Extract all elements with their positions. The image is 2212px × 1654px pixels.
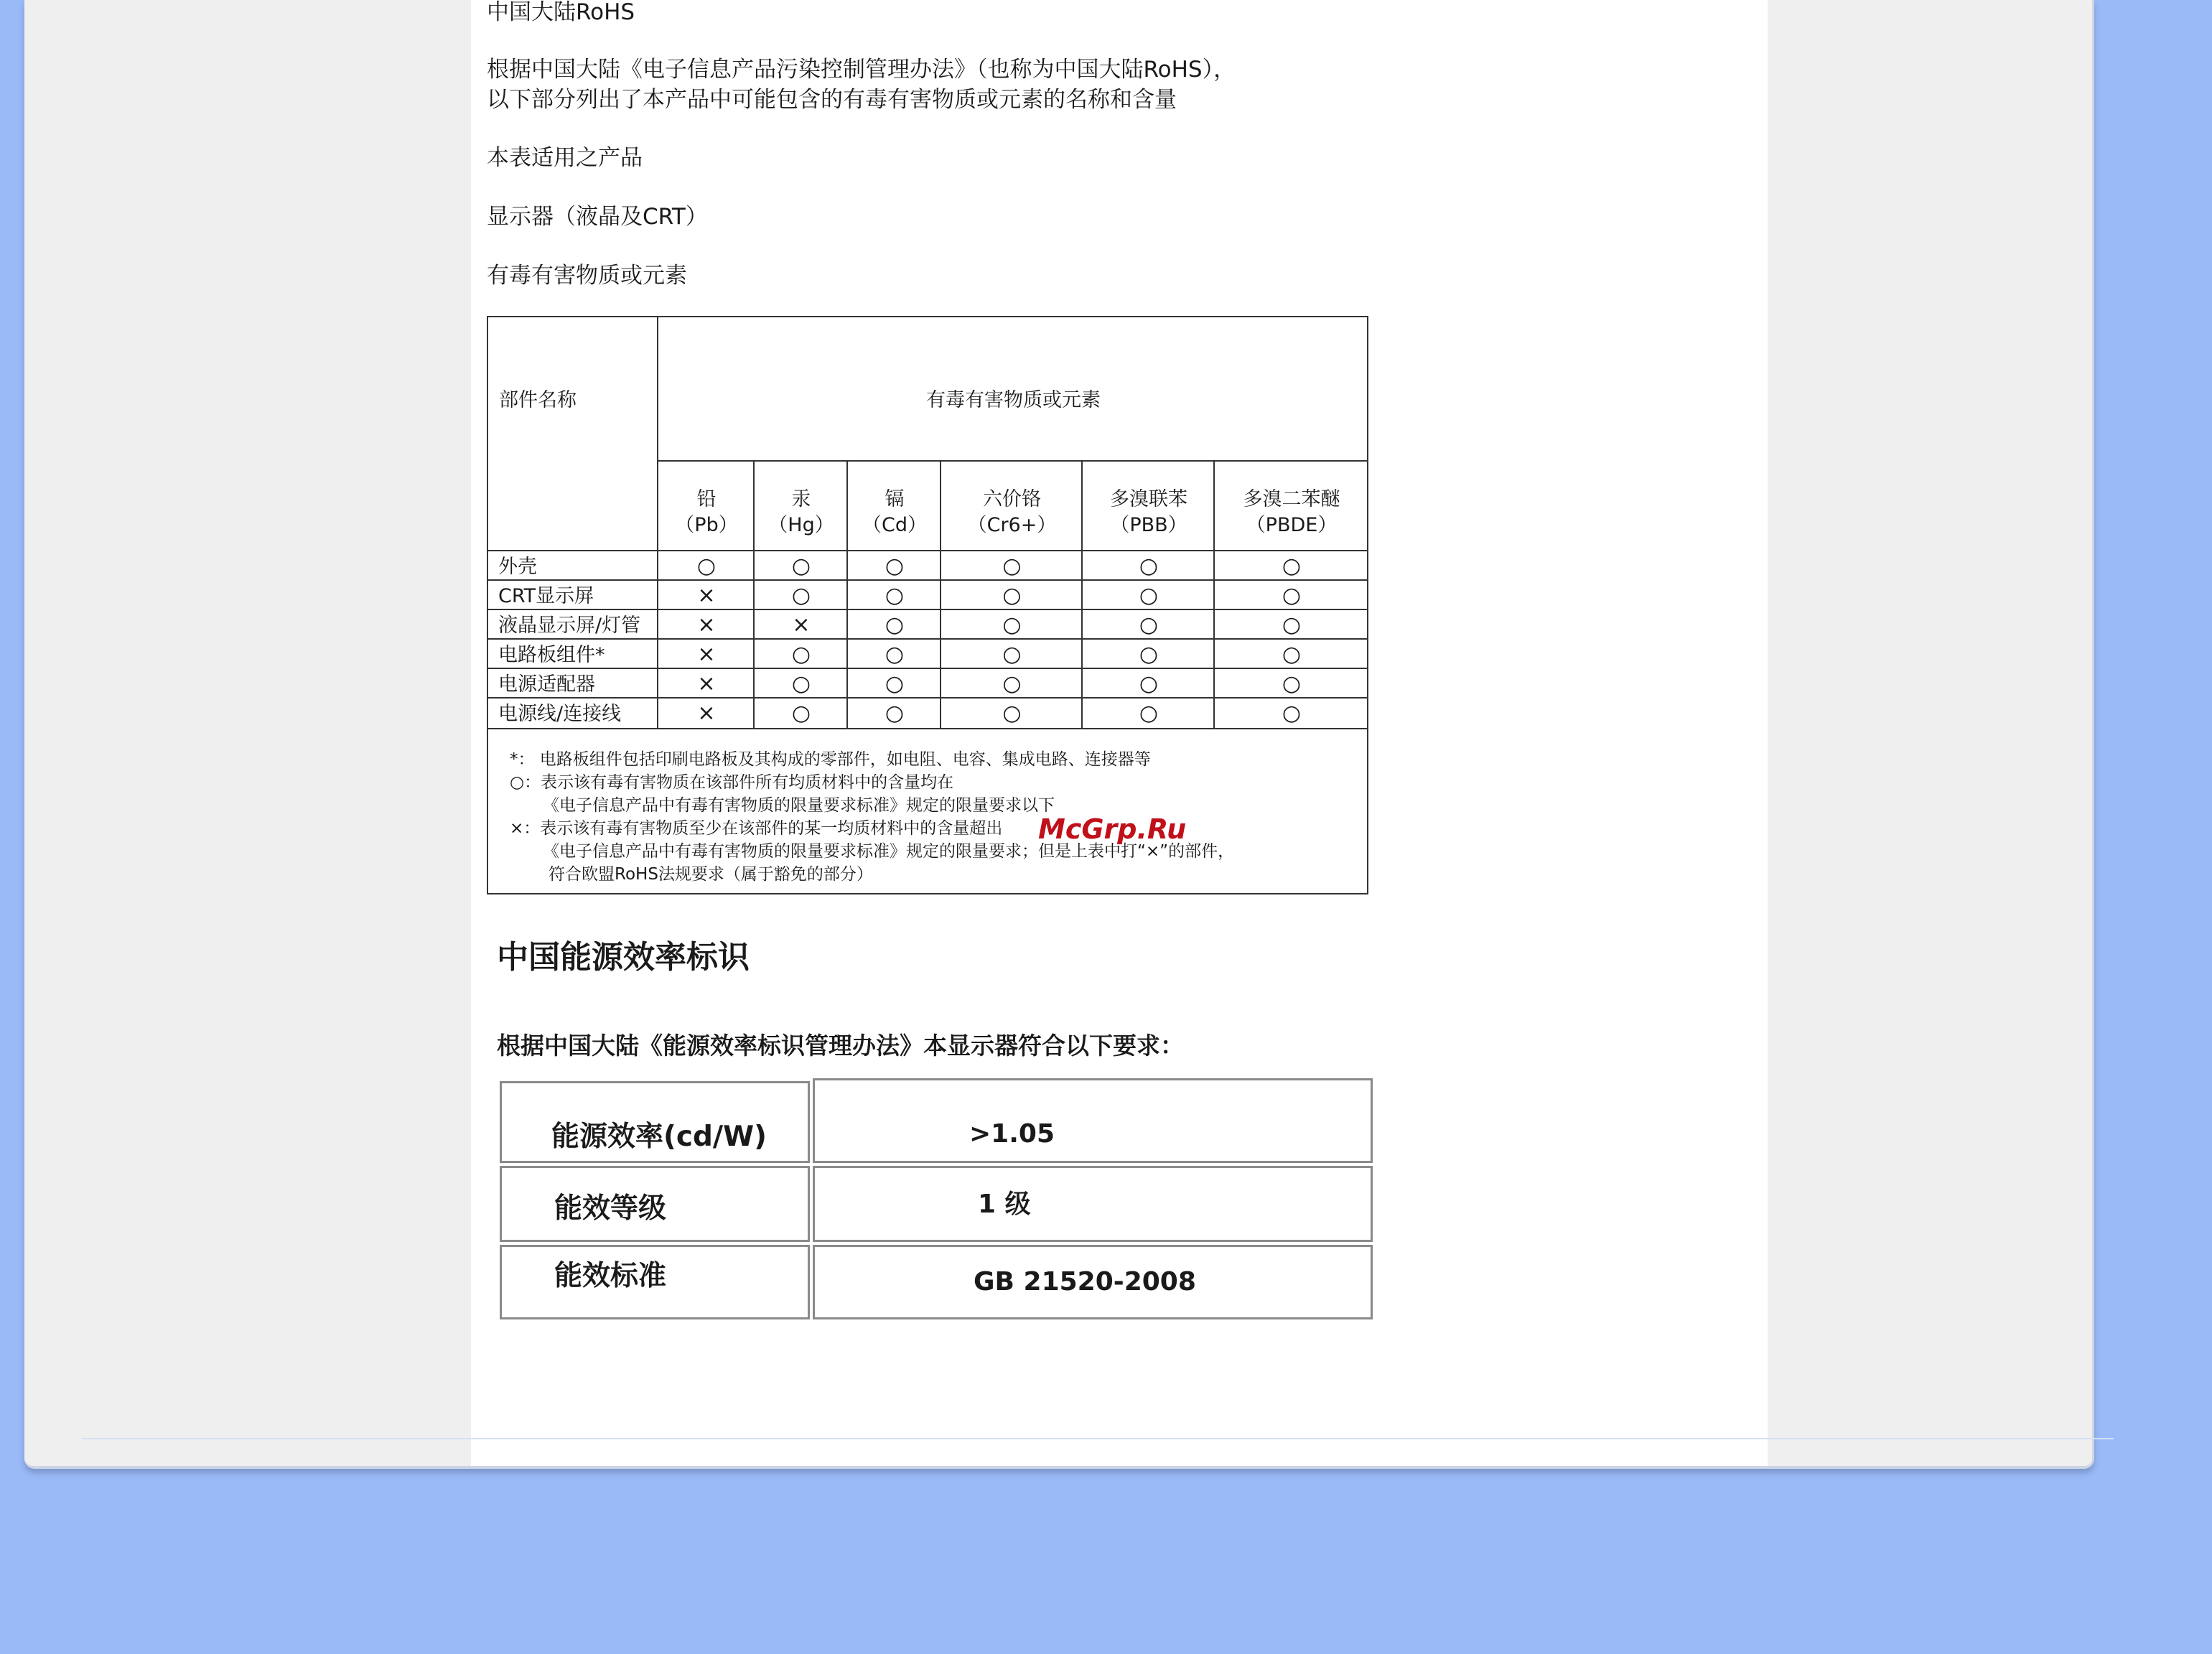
energy-heading: 中国能源效率标识 [497, 939, 750, 976]
table-cell-mark: ○ [885, 642, 905, 667]
table-cell-mark: ○ [1282, 612, 1302, 637]
column-header-symbol: （Hg） [768, 514, 834, 536]
table-row-label: 外壳 [498, 556, 537, 578]
table-cell-mark: × [697, 642, 716, 667]
part-name-header: 部件名称 [499, 389, 577, 411]
column-header-name: 多溴二苯醚 [1243, 488, 1340, 510]
group-header: 有毒有害物质或元素 [926, 389, 1101, 411]
table-note: ×：表示该有毒有害物质至少在该部件的某一均质材料中的含量超出 [510, 819, 1003, 838]
table-row-label: 液晶显示屏/灯管 [498, 615, 641, 637]
table-cell-mark: ○ [696, 553, 717, 579]
rohs-table [487, 316, 1368, 894]
applies-label: 本表适用之产品 [487, 145, 643, 171]
product-label: 显示器（液晶及CRT） [487, 204, 708, 230]
table-row-label: CRT显示屏 [498, 585, 594, 607]
table-cell-mark: ○ [1282, 553, 1302, 579]
column-header-symbol: （Cd） [862, 514, 927, 536]
table-cell-mark: ○ [1282, 671, 1302, 696]
table-cell-mark: × [697, 583, 716, 608]
table-cell-mark: ○ [885, 612, 905, 637]
energy-label-grade: 能效等级 [554, 1192, 667, 1225]
divider [82, 1438, 2114, 1439]
table-cell-mark: ○ [885, 671, 905, 696]
column-header-symbol: （PBDE） [1246, 514, 1338, 536]
table-cell-mark: ○ [1002, 642, 1022, 667]
table-cell-mark: × [697, 701, 716, 726]
table-cell-mark: ○ [885, 701, 905, 726]
table-cell-mark: ○ [791, 553, 811, 579]
table-cell-mark: ○ [885, 553, 905, 579]
table-note: ○：表示该有毒有害物质在该部件所有均质材料中的含量均在 [510, 773, 954, 792]
table-cell-mark: ○ [1139, 701, 1159, 726]
energy-table [500, 1081, 1373, 1319]
table-cell-mark: ○ [1139, 612, 1159, 637]
table-cell-mark: ○ [791, 583, 811, 608]
table-row-label: 电路板组件* [498, 644, 605, 666]
table-cell-mark: ○ [1139, 671, 1159, 696]
energy-value-standard: GB 21520-2008 [974, 1267, 1196, 1296]
column-header-name: 镉 [885, 488, 905, 510]
energy-label-efficiency: 能源效率(cd/W) [551, 1121, 767, 1153]
table-cell-mark: ○ [1002, 583, 1022, 608]
column-header-name: 汞 [791, 488, 811, 510]
table-cell-mark: ○ [791, 642, 811, 667]
table-cell-mark: × [697, 612, 716, 637]
energy-statement: 根据中国大陆《能源效率标识管理办法》本显示器符合以下要求： [497, 1032, 1184, 1060]
rohs-intro-line2: 以下部分列出了本产品中可能包含的有毒有害物质或元素的名称和含量 [487, 87, 1177, 113]
rohs-intro-line1: 根据中国大陆《电子信息产品污染控制管理办法》（也称为中国大陆RoHS）， [487, 57, 1236, 83]
table-cell-mark: ○ [1002, 671, 1022, 696]
column-header-symbol: （Pb） [675, 514, 738, 536]
table-note: 《电子信息产品中有毒有害物质的限量要求标准》规定的限量要求；但是上表中打“×”的部件， [543, 842, 1235, 861]
table-cell-mark: ○ [885, 583, 905, 608]
table-cell-mark: ○ [791, 701, 811, 726]
energy-label-standard: 能效标准 [554, 1260, 667, 1292]
column-header-symbol: （PBB） [1110, 514, 1187, 536]
energy-value-efficiency: >1.05 [969, 1119, 1055, 1149]
table-cell-mark: ○ [1282, 583, 1302, 608]
table-row-label: 电源适配器 [498, 673, 595, 696]
table-cell-mark: × [792, 612, 811, 637]
table-note: *： 电路板组件包括印刷电路板及其构成的零部件，如电阻、电容、集成电路、连接器等 [510, 750, 1151, 769]
table-cell-mark: ○ [1002, 612, 1022, 637]
column-header-symbol: （Cr6+） [967, 514, 1057, 536]
rohs-heading: 中国大陆RoHS [487, 0, 635, 25]
table-cell-mark: ○ [1139, 583, 1159, 608]
substances-label: 有毒有害物质或元素 [487, 263, 687, 289]
watermark: McGrp.Ru [1038, 813, 1187, 845]
table-cell-mark: ○ [1282, 642, 1302, 667]
table-note: 符合欧盟RoHS法规要求（属于豁免的部分） [549, 865, 873, 884]
table-cell-mark: ○ [1282, 701, 1302, 726]
column-header-name: 铅 [696, 488, 717, 510]
table-note: 《电子信息产品中有毒有害物质的限量要求标准》规定的限量要求以下 [543, 796, 1055, 815]
column-header-name: 六价铬 [983, 488, 1041, 510]
table-cell-mark: ○ [1139, 553, 1159, 579]
table-cell-mark: ○ [791, 671, 811, 696]
table-row-label: 电源线/连接线 [498, 703, 622, 725]
table-cell-mark: ○ [1002, 553, 1022, 579]
table-cell-mark: ○ [1139, 642, 1159, 667]
table-cell-mark: × [697, 671, 716, 696]
table-cell-mark: ○ [1002, 701, 1022, 726]
energy-value-grade: 1 级 [978, 1190, 1031, 1219]
column-header-name: 多溴联苯 [1110, 488, 1187, 510]
